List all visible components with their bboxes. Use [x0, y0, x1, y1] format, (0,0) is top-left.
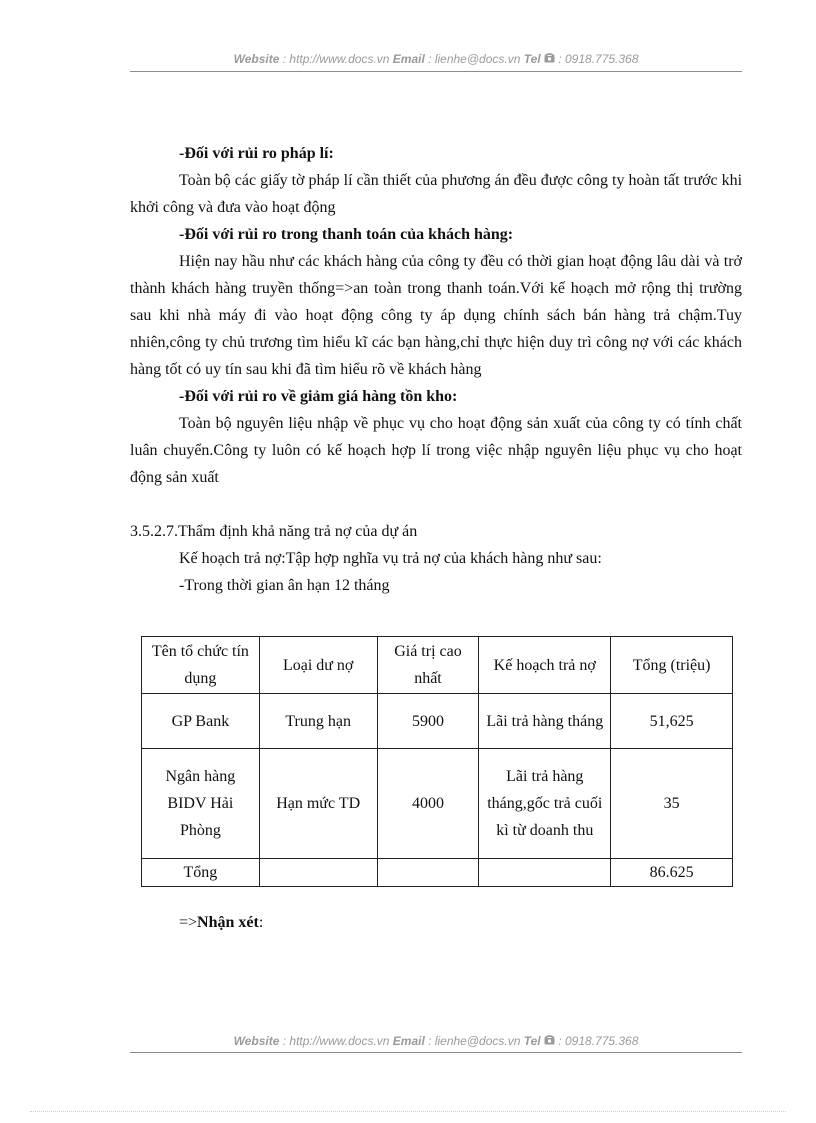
header-cell: Kế hoạch trả nợ [479, 637, 611, 694]
table-cell: Lãi trả hàng tháng [479, 694, 611, 749]
footer-divider [130, 1052, 742, 1053]
remark-line [179, 914, 263, 932]
paragraph-legal-risk: Toàn bộ các giấy tờ pháp lí cần thiết của phương án đều được công ty hoàn tất trước khi khởi công và đưa vào hoạt động [130, 172, 743, 216]
heading-legal-risk: -Đối với rủi ro pháp lí: [179, 145, 334, 162]
table-cell [259, 859, 377, 887]
website-label: Website [233, 52, 280, 66]
tel-number[interactable]: : 0918.775.368 [558, 52, 639, 66]
spacer [130, 491, 742, 518]
phone-icon [544, 1034, 555, 1048]
remark-colon: : [258, 914, 264, 931]
paragraph-payment-risk: Hiện nay hầu như các khách hàng của công ty đều có thời gian hoạt động lâu dài và trở thành khách hàng truyền thống=>an toàn trong thanh toán.Với kế hoạch mở rộng thị trường sau khi nhà máy đi vào hoạt động công ty áp dụng chính sách bán hàng trả chậm.Tuy nhiên,công ty chủ trương tìm hiểu kĩ các bạn hàng,chỉ thực hiện duy trì công nợ với các khách hàng tốt có uy tín sau khi đã tìm hiểu rõ về khách hàng [130, 253, 742, 378]
document-body [130, 140, 742, 599]
website-url[interactable]: : http://www.docs.vn [282, 1034, 390, 1048]
paragraph-inventory-risk: Toàn bộ nguyên liệu nhập về phục vụ cho hoạt động sản xuất của công ty có tính chất luân chuyển.Công ty luôn có kế hoạch hợp lí trong việc nhập nguyên liệu phục vụ cho hoạt động sản xuất [130, 415, 742, 486]
email-address[interactable]: : lienhe@docs.vn [428, 52, 521, 66]
table-cell: 4000 [377, 749, 479, 859]
remark-label: Nhận xét [197, 914, 259, 931]
table-cell [377, 859, 479, 887]
website-url[interactable]: : http://www.docs.vn [282, 52, 390, 66]
table-total-row [142, 859, 733, 887]
table-cell: 35 [611, 749, 733, 859]
table-cell: Hạn mức TD [259, 749, 377, 859]
table-row [142, 694, 733, 749]
table-cell: Lãi trả hàng tháng,gốc trả cuối kì từ doanh thu [479, 749, 611, 859]
total-value: 86.625 [611, 859, 733, 887]
heading-payment-risk: -Đối với rủi ro trong thanh toán của khách hàng: [179, 226, 514, 243]
tel-label: Tel [523, 52, 541, 66]
remark-arrow: => [179, 914, 198, 931]
table-cell: Trung hạn [259, 694, 377, 749]
tel-label: Tel [523, 1034, 541, 1048]
table-cell: 5900 [377, 694, 479, 749]
tel-number[interactable]: : 0918.775.368 [558, 1034, 639, 1048]
table-cell: 51,625 [611, 694, 733, 749]
table-cell: GP Bank [142, 694, 260, 749]
paragraph-repayment-plan: Kế hoạch trả nợ:Tập hợp nghĩa vụ trả nợ của khách hàng như sau: [179, 550, 602, 567]
email-label: Email [392, 52, 425, 66]
section-title: 3.5.2.7.Thẩm định khả năng trả nợ của dự án [130, 523, 418, 540]
header-cell: Tên tổ chức tín dụng [142, 637, 260, 694]
heading-inventory-risk: -Đối với rủi ro về giảm giá hàng tồn kho: [179, 388, 458, 405]
website-label: Website [233, 1034, 280, 1048]
phone-icon [544, 52, 555, 66]
header-cell: Loại dư nợ [259, 637, 377, 694]
header-cell: Tổng (triệu) [611, 637, 733, 694]
email-label: Email [392, 1034, 425, 1048]
debt-table [141, 636, 733, 887]
page-header [130, 52, 742, 66]
table-row [142, 749, 733, 859]
table-header-row [142, 637, 733, 694]
page-bottom-dotted-line [30, 1111, 786, 1112]
header-cell: Giá trị cao nhất [377, 637, 479, 694]
total-label: Tổng [142, 859, 260, 887]
page-footer [130, 1034, 742, 1048]
email-address[interactable]: : lienhe@docs.vn [428, 1034, 521, 1048]
header-divider [130, 71, 742, 72]
table-cell [479, 859, 611, 887]
table-cell: Ngân hàng BIDV Hải Phòng [142, 749, 260, 859]
paragraph-grace-period: -Trong thời gian ân hạn 12 tháng [179, 577, 390, 594]
